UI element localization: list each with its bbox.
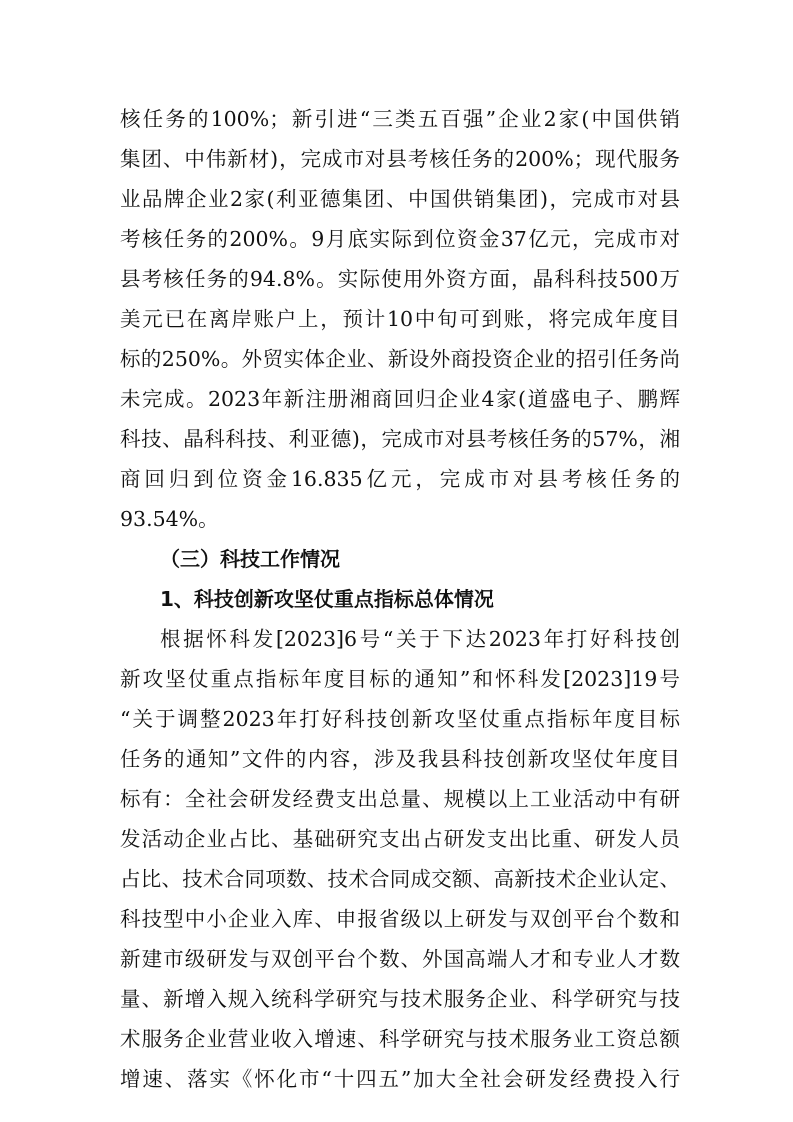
paragraph-2-line: “关于调整2023年打好科技创新攻坚仗重点指标年度目标 — [120, 707, 680, 731]
paragraph-1-line: 核任务的100%；新引进“三类五百强”企业2家(中国供销 — [120, 107, 680, 131]
paragraph-2-line: 科技型中小企业入库、申报省级以上研发与双创平台个数和 — [120, 907, 680, 931]
paragraph-1-line: 县考核任务的94.8%。实际使用外资方面，晶科科技500万 — [120, 267, 680, 291]
paragraph-1-line: 商回归到位资金16.835亿元，完成市对县考核任务的 — [120, 467, 680, 491]
paragraph-2-line: 新建市级研发与双创平台个数、外国高端人才和专业人才数 — [120, 947, 680, 971]
paragraph-1-line: 美元已在离岸账户上，预计10中旬可到账，将完成年度目 — [120, 307, 680, 331]
paragraph-1-line: 考核任务的200%。9月底实际到位资金37亿元，完成市对 — [120, 227, 680, 251]
paragraph-2-line: 发活动企业占比、基础研究支出占研发支出比重、研发人员 — [120, 827, 680, 851]
section-heading: （三）科技工作情况 — [160, 547, 340, 571]
paragraph-1-line: 业品牌企业2家(利亚德集团、中国供销集团)，完成市对县 — [120, 187, 680, 211]
paragraph-2-line: 占比、技术合同项数、技术合同成交额、高新技术企业认定、 — [120, 867, 680, 891]
paragraph-1-line: 集团、中伟新材)，完成市对县考核任务的200%；现代服务 — [120, 147, 680, 171]
paragraph-2-line: 术服务企业营业收入增速、科学研究与技术服务业工资总额 — [120, 1027, 680, 1051]
subsection-heading: 1、科技创新攻坚仗重点指标总体情况 — [160, 587, 494, 611]
paragraph-1-line: 标的250%。外贸实体企业、新设外商投资企业的招引任务尚 — [120, 347, 680, 371]
paragraph-2-line: 增速、落实《怀化市“十四五”加大全社会研发经费投入行 — [120, 1067, 680, 1091]
paragraph-2-line: 量、新增入规入统科学研究与技术服务企业、科学研究与技 — [120, 987, 680, 1011]
paragraph-1-line: 未完成。2023年新注册湘商回归企业4家(道盛电子、鹏辉 — [120, 387, 680, 411]
paragraph-1-line: 科技、晶科科技、利亚德)，完成市对县考核任务的57%，湘 — [120, 427, 680, 451]
paragraph-2-line: 新攻坚仗重点指标年度目标的通知”和怀科发[2023]19号 — [120, 667, 680, 691]
paragraph-2-line: 标有：全社会研发经费支出总量、规模以上工业活动中有研 — [120, 787, 680, 811]
paragraph-1-line: 93.54%。 — [120, 507, 219, 531]
paragraph-2-line: 任务的通知”文件的内容，涉及我县科技创新攻坚仗年度目 — [120, 747, 680, 771]
paragraph-2-line: 根据怀科发[2023]6号“关于下达2023年打好科技创 — [160, 627, 680, 651]
